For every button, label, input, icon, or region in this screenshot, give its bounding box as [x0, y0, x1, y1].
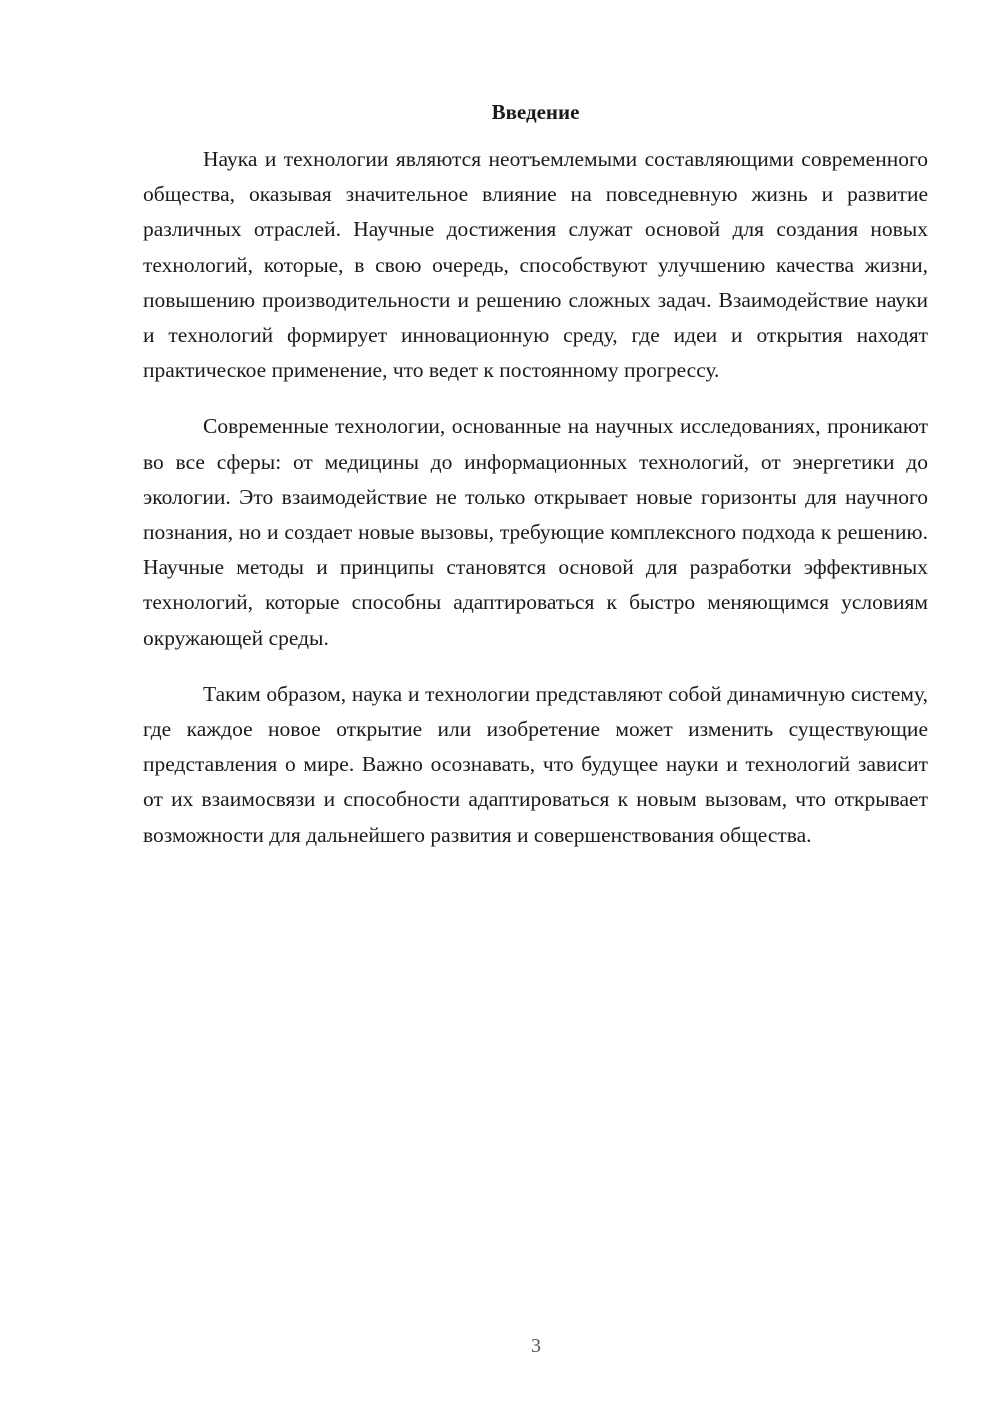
- page-number: 3: [531, 1335, 541, 1357]
- body-paragraph-1: Наука и технологии являются неотъемлемыми составляющими современного общества, оказывая значительное влияние на повседневную жизнь и развитие различных отраслей. Научные достижения служат основой для создания новых технологий, которые, в свою очередь, способствуют улучшению качества жизни, повышению производительности и решению сложных задач. Взаимодействие науки и технологий формирует инновационную среду, где идеи и открытия находят практическое применение, что ведет к постоянному прогрессу.: [143, 147, 928, 383]
- body-paragraph-3: Таким образом, наука и технологии представляют собой динамичную систему, где каждое новое открытие или изобретение может изменить существующие представления о мире. Важно осознавать, что будущее науки и технологий зависит от их взаимосвязи и способности адаптироваться к новым вызовам, что открывает возможности для дальнейшего развития и совершенствования общества.: [143, 681, 928, 847]
- body-paragraph-2: Современные технологии, основанные на научных исследованиях, проникают во все сферы: от медицины до информационных технологий, от энергетики до экологии. Это взаимодействие не только открывает новые горизонты для научного познания, но и создает новые вызовы, требующие комплексного подхода к решению. Научные методы и принципы становятся основой для разработки эффективных технологий, которые способны адаптироваться к быстро меняющимся условиям окружающей среды.: [143, 414, 928, 650]
- page-content: [143, 96, 928, 853]
- section-heading: Введение: [491, 100, 580, 124]
